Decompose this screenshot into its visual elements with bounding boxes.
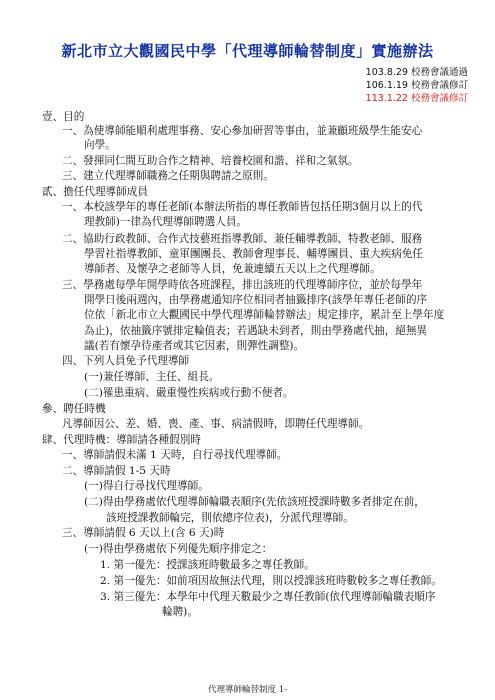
body-line: (一)兼任導師、主任、組長。 [84, 371, 220, 383]
body-line: 輪聘)。 [162, 606, 198, 618]
body-line: 四、下列人員免予代理導師 [62, 355, 190, 367]
body-line: 導師者、及懷孕之老師等人員，免兼連續五天以上之代理導師。 [84, 263, 381, 275]
revision-note-1: 103.8.29 校務會議通過 [365, 67, 468, 78]
body-line: (二)罹患重病、嚴重慢性疾病或行動不便者。 [84, 387, 294, 399]
body-line: 3. 第三優先：本學年中代理天數最少之專任教師(依代理導師輪職表順序 [100, 591, 436, 603]
body-line: 學習社指導教師、童軍團團長、教師會理事長、輔導團員、重大疾病免任 [84, 248, 423, 260]
section-heading: 參、聘任時機 [42, 403, 106, 415]
section-heading: 壹、目的 [42, 111, 85, 123]
body-line: 向學。 [84, 139, 116, 151]
section-heading: 肆、代理時機：導師請各種假別時 [42, 434, 201, 446]
section-heading: 貳、擔任代理導師成員 [42, 186, 148, 198]
revision-note-2: 106.1.19 校務會議修訂 [365, 80, 468, 91]
body-line: 該班授課教師輪完，則依總序位表)，分派代理導師。 [106, 512, 354, 524]
body-line: 二、協助行政教師、合作式技藝班指導教師、兼任輔導教師、特教老師、服務 [62, 233, 423, 245]
body-line: 凡導師因公、差、婚、喪、產、事、病請假時，即聘任代理導師。 [62, 418, 370, 430]
body-line: 三、導師請假 6 天以上(含 6 天)時 [62, 527, 225, 539]
body-line: 議(若有懷孕待產者或其它因素，則彈性調整)。 [84, 340, 305, 352]
body-line: (二)得由學務處依代理導師輪職表順序(先依該班授課時數多者排定在前， [84, 496, 425, 508]
document-title: 新北市立大觀國民中學「代理導師輪替制度」實施辦法 [61, 42, 434, 60]
body-line: (一)得由學務處依下列優先順序排定之： [84, 543, 273, 555]
body-line: 二、導師請假 1-5 天時 [62, 465, 171, 477]
body-line: 一、本校該學年的專任老師(本辦法所指的專任教師皆包括任期3個月以上的代 [62, 201, 423, 213]
body-line: 一、導師請假未滿 1 天時，自行尋找代理導師。 [62, 449, 288, 461]
body-line: 位依「新北市立大觀國民中學代理導師輪替辦法」規定排序，累計至上學年度 [84, 309, 445, 321]
body-line: 1. 第一優先：授課該班時數最多之專任教師。 [100, 559, 315, 571]
body-line: 三、學務處每學年開學時依各班課程，排出該班的代理導師序位，並於每學年 [62, 279, 423, 291]
revision-note-3: 113.1.22 校務會議修訂 [365, 93, 468, 104]
body-line: 開學日後兩週內，由學務處通知序位相同者抽籤排序(該學年專任老師的序 [84, 294, 428, 306]
body-line: 為止)，依抽籤序號排定輪值表；若遇缺未到者，則由學務處代抽，絕無異 [84, 325, 428, 337]
body-line: 2. 第一優先：如前項因故無法代理，則以授課該班時數較多之專任教師。 [100, 575, 442, 587]
body-line: 理教師)一律為代理導師聘選人員。 [84, 216, 248, 228]
page-footer: 代理導師輪替制度 1- [208, 685, 287, 695]
body-line: 一、為使導師能順利處理事務、安心參加研習等事由，並兼顧班級學生能安心 [62, 125, 423, 137]
body-line: (一)得自行尋找代理導師。 [84, 480, 209, 492]
body-line: 三、建立代理導師職務之任期與聘請之原則。 [62, 170, 274, 182]
body-line: 二、發揮同仁間互助合作之精神、培養校園和諧、祥和之氣氛。 [62, 155, 359, 167]
